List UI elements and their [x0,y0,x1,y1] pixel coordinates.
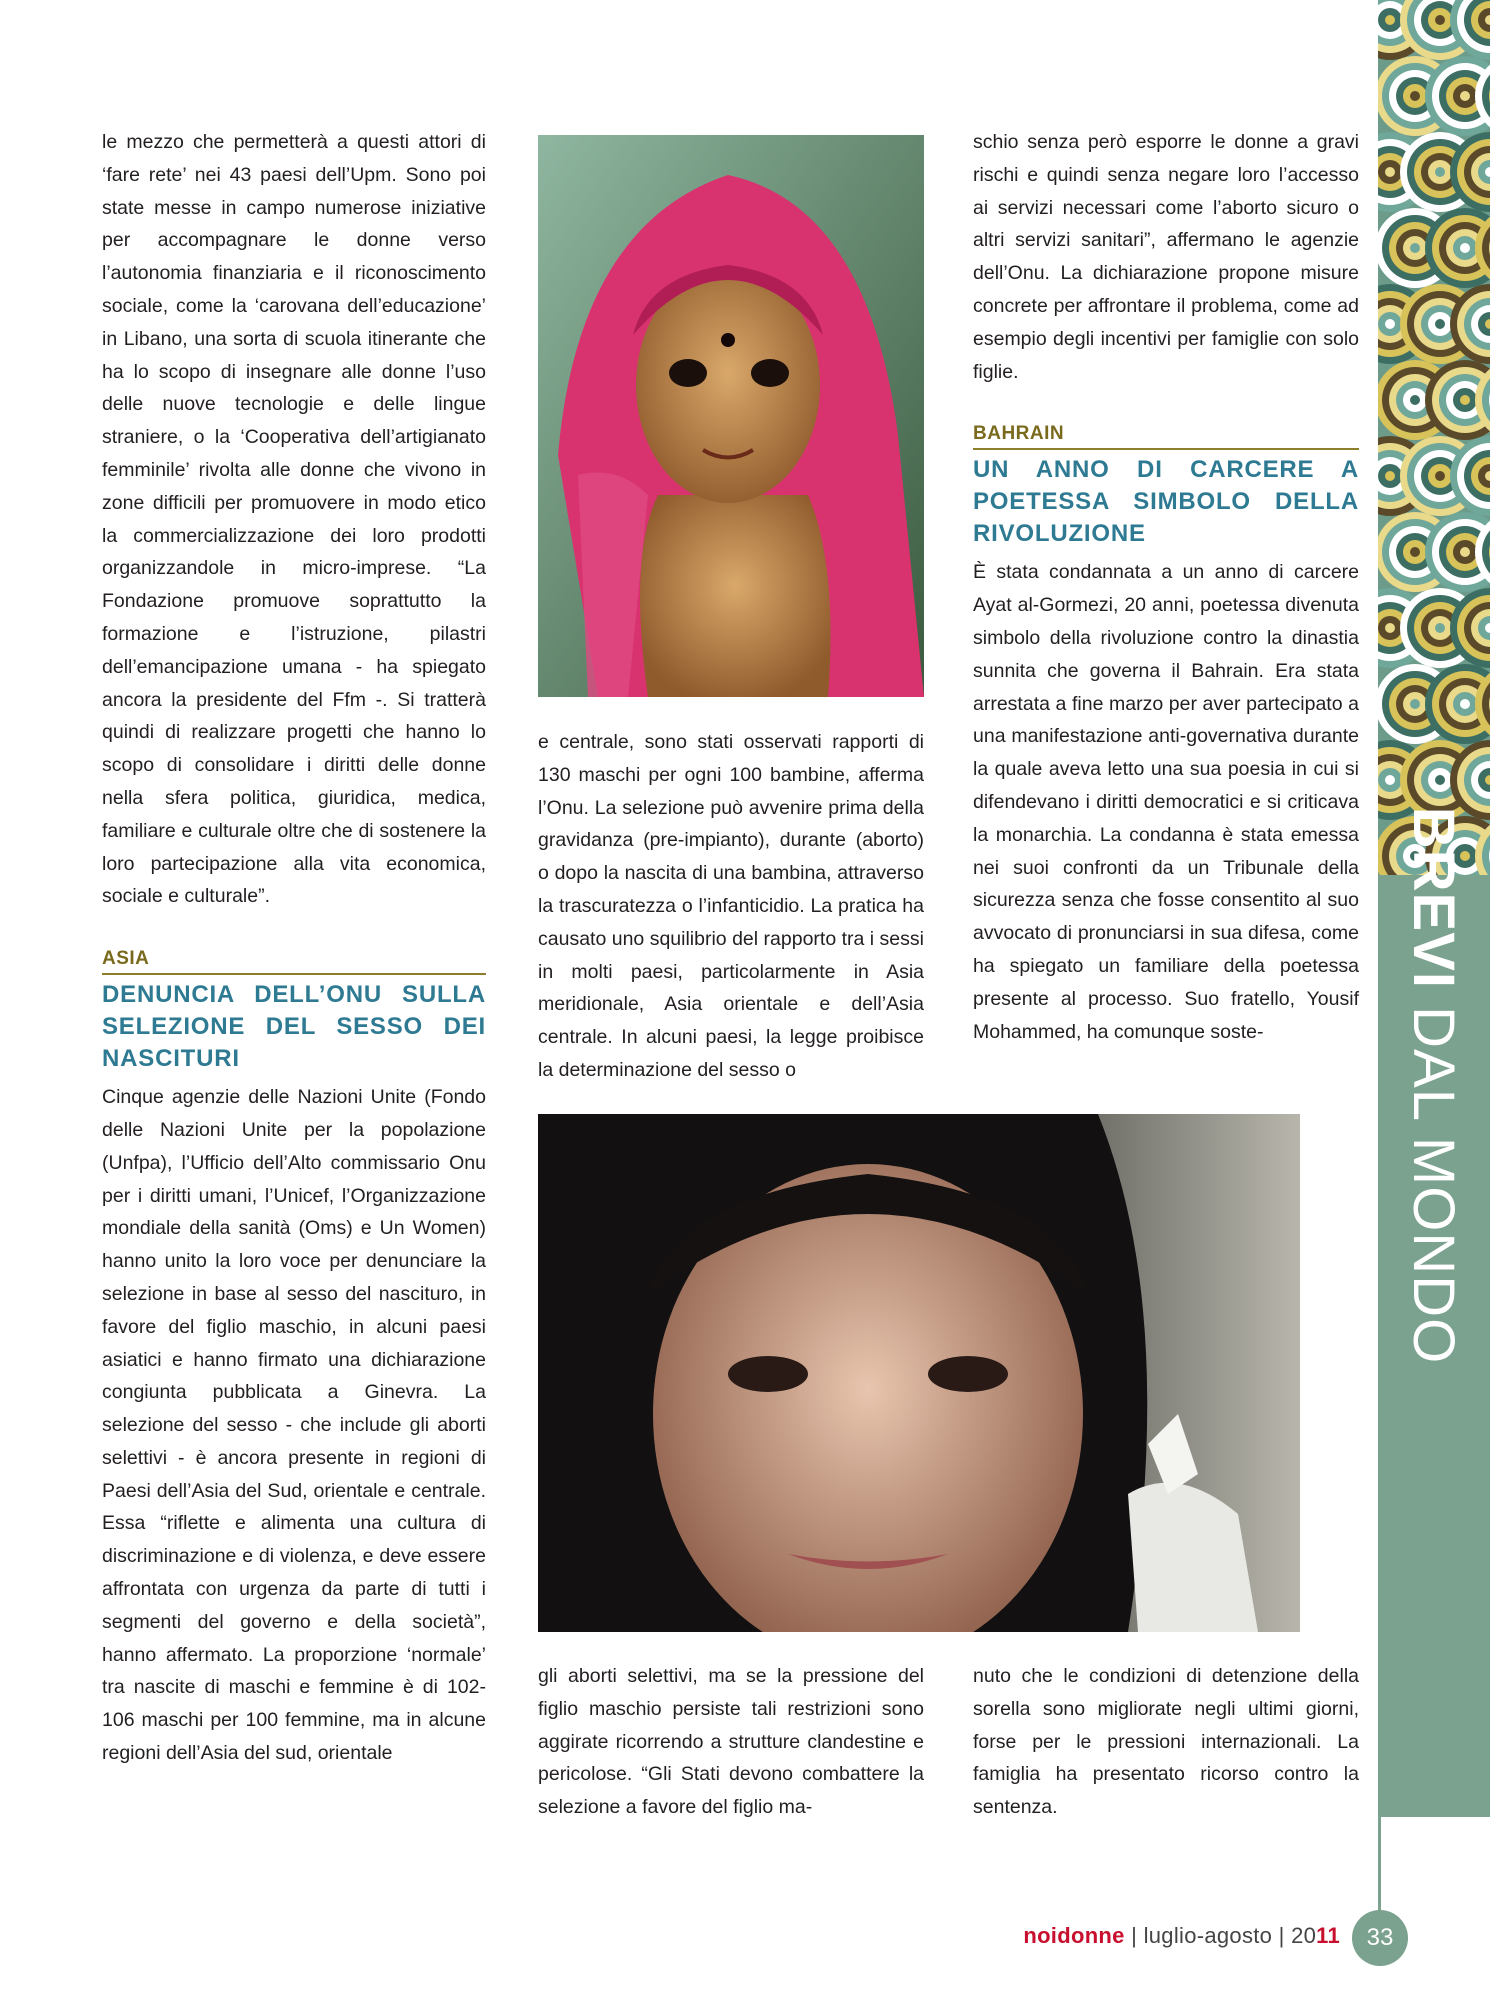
column-3-bottom [973,1660,1359,1824]
issue-label: luglio-agosto [1143,1923,1273,1948]
pattern-ring [1385,775,1395,785]
pattern-ring [1435,471,1445,481]
asia-section-label: ASIA [102,947,486,975]
pattern-ring [1460,91,1470,101]
pattern-ring [1385,471,1395,481]
pattern-ring [1410,547,1420,557]
pattern-ring [1385,623,1395,633]
pattern-ring [1385,15,1395,25]
bahrain-section-label: BAHRAIN [973,422,1359,450]
magazine-name: noidonne [1023,1923,1125,1948]
pattern-ring [1410,91,1420,101]
column-1 [102,126,486,1770]
child-photo [538,135,924,697]
pattern-ring [1460,547,1470,557]
page-footer [1023,1923,1340,1949]
pattern-ring [1460,243,1470,253]
column-3 [973,126,1359,1048]
section-title-light: DAL MONDO [1401,988,1467,1364]
footer-separator: | [1272,1923,1292,1948]
bahrain-article-body: È stata condannata a un anno di carcere Ayat al-Gormezi, 20 anni, poetessa divenuta simbolo della rivoluzione contro la dinastia sunnita che governa il Bahrain. Era stata arrestata a fine marzo per aver partecipato a una manifestazione anti-governativa durante la quale aveva letto una sua poesia in cui si difendevano i diritti democratici e si criticava la monarchia. La condanna è stata emessa nei suoi confronti da un Tribunale della sicurezza senza che fosse consentito al suo avvocato di pronunciarsi in sua difesa, come ha spiegato un familiare della poetessa presente al processo. Suo fratello, Yousif Mohammed, ha comunque soste- [973,561,1359,1043]
pattern-ring [1435,319,1445,329]
intro-paragraph: le mezzo che permetterà a questi attori di ‘fare rete’ nei 43 paesi dell’Upm. Sono poi state messe in campo numerose iniziative per accompagnare le donne verso l’autonomia finanziaria e il riconoscimento sociale, come la ‘carovana dell’educazione’ in Libano, una sorta di scuola itinerante che ha lo scopo di insegnare alle donne l’uso delle nuove tecnologie e delle lingue straniere, o la ‘Cooperativa dell’artigianato femminile’ rivolta alle donne che vivono in zone difficili per promuovere in modo etico la commercializzazione dei loro prodotti organizzandole in micro-imprese. “La Fondazione promuove soprattutto la formazione e l’istruzione, pilastri dell’emancipazione umana - ha spiegato ancora la presidente del Ffm -. Si tratterà quindi di realizzare progetti che hanno lo scopo di consolidare i diritti delle donne nella sfera politica, giuridica, medica, familiare e culturale oltre che di sostenere la loro partecipazione alla vita economica, sociale e culturale”. [102,131,486,908]
asia-article-final: gli aborti selettivi, ma se la pressione del figlio maschio persiste tali restrizioni sono aggirate ricorrendo a strutture clandestine e pericolose. “Gli Stati devono combattere la selezione a favore del figlio ma- [538,1665,924,1819]
section-title [1378,806,1490,1364]
pattern-ring [1460,699,1470,709]
footer-separator: | [1124,1923,1144,1948]
pattern-ring [1410,243,1420,253]
pattern-ring [1435,15,1445,25]
circle-pattern-graphic [1378,0,1490,875]
pattern-ring [1385,167,1395,177]
pattern-ring [1435,623,1445,633]
pattern-ring [1435,167,1445,177]
pattern-ring [1385,319,1395,329]
pattern-ring [1410,395,1420,405]
child-photo-illustration [538,135,924,697]
bahrain-headline: UN ANNO DI CARCERE A POETESSA SIMBOLO DELLA RIVOLUZIONE [973,456,1359,548]
decorative-circle-pattern [1378,0,1490,875]
page-number: 33 [1352,1910,1408,1966]
bahrain-article-final: nuto che le condizioni di detenzione della sorella sono migliorate negli ultimi giorni, forse per le pressioni internazionali. La famiglia ha presentato ricorso contro la sentenza. [973,1665,1359,1819]
column-2-top [538,726,924,1087]
asia-article-continued: e centrale, sono stati osservati rapporti di 130 maschi per ogni 100 bambine, afferma l’Onu. La selezione può avvenire prima della gravidanza (pre-impianto), durante (aborto) o dopo la nascita di una bambina, attraverso la trascuratezza o l’infanticidio. La pratica ha causato uno squilibrio del rapporto tra i sessi in molti paesi, particolarmente in Asia meridionale, Asia orientale e dell’Asia centrale. In alcuni paesi, la legge proibisce la determinazione del sesso o [538,731,924,1081]
asia-headline: DENUNCIA DELL’ONU SULLA SELEZIONE DEL SESSO DEI NASCITURI [102,981,486,1073]
pattern-ring [1460,395,1470,405]
asia-article-end: schio senza però esporre le donne a gravi rischi e quindi senza negare loro l’accesso ai servizi necessari come l’aborto sicuro o altri servizi sanitari”, affermano le agenzie dell’Onu. La dichiarazione propone misure concrete per affrontare il problema, come ad esempio degli incentivi per famiglie con solo figlie. [973,131,1359,383]
pattern-ring [1410,699,1420,709]
column-2-bottom [538,1660,924,1824]
pattern-ring [1435,775,1445,785]
woman-photo-illustration [538,1114,1300,1632]
issue-year-prefix: 20 [1291,1923,1317,1948]
asia-article-body: Cinque agenzie delle Nazioni Unite (Fondo delle Nazioni Unite per la popolazione (Unfpa), l’Ufficio dell’Alto commissario Onu per i diritti umani, l’Unicef, l’Organizzazione mondiale della sanità (Oms) e Un Women) hanno unito la loro voce per denunciare la selezione in base al sesso del nascituro, in favore del figlio maschio, in alcuni paesi asiatici e hanno firmato una dichiarazione congiunta pubblicata a Ginevra. La selezione del sesso - che include gli aborti selettivi - è ancora presente in regioni di Paesi dell’Asia del Sud, orientale e centrale. Essa “riflette e alimenta una cultura di discriminazione e di violenza, e deve essere affrontata con urgenza da parte di tutti i segmenti del governo e della società”, hanno affermato. La proporzione ‘normale’ tra nascite di maschi e femmine è di 102-106 maschi per 100 femmine, ma in alcune regioni dell’Asia del sud, orientale [102,1086,486,1765]
woman-photo [538,1114,1300,1632]
issue-year-suffix: 11 [1316,1923,1340,1948]
section-title-bold: BREVI [1401,806,1467,989]
